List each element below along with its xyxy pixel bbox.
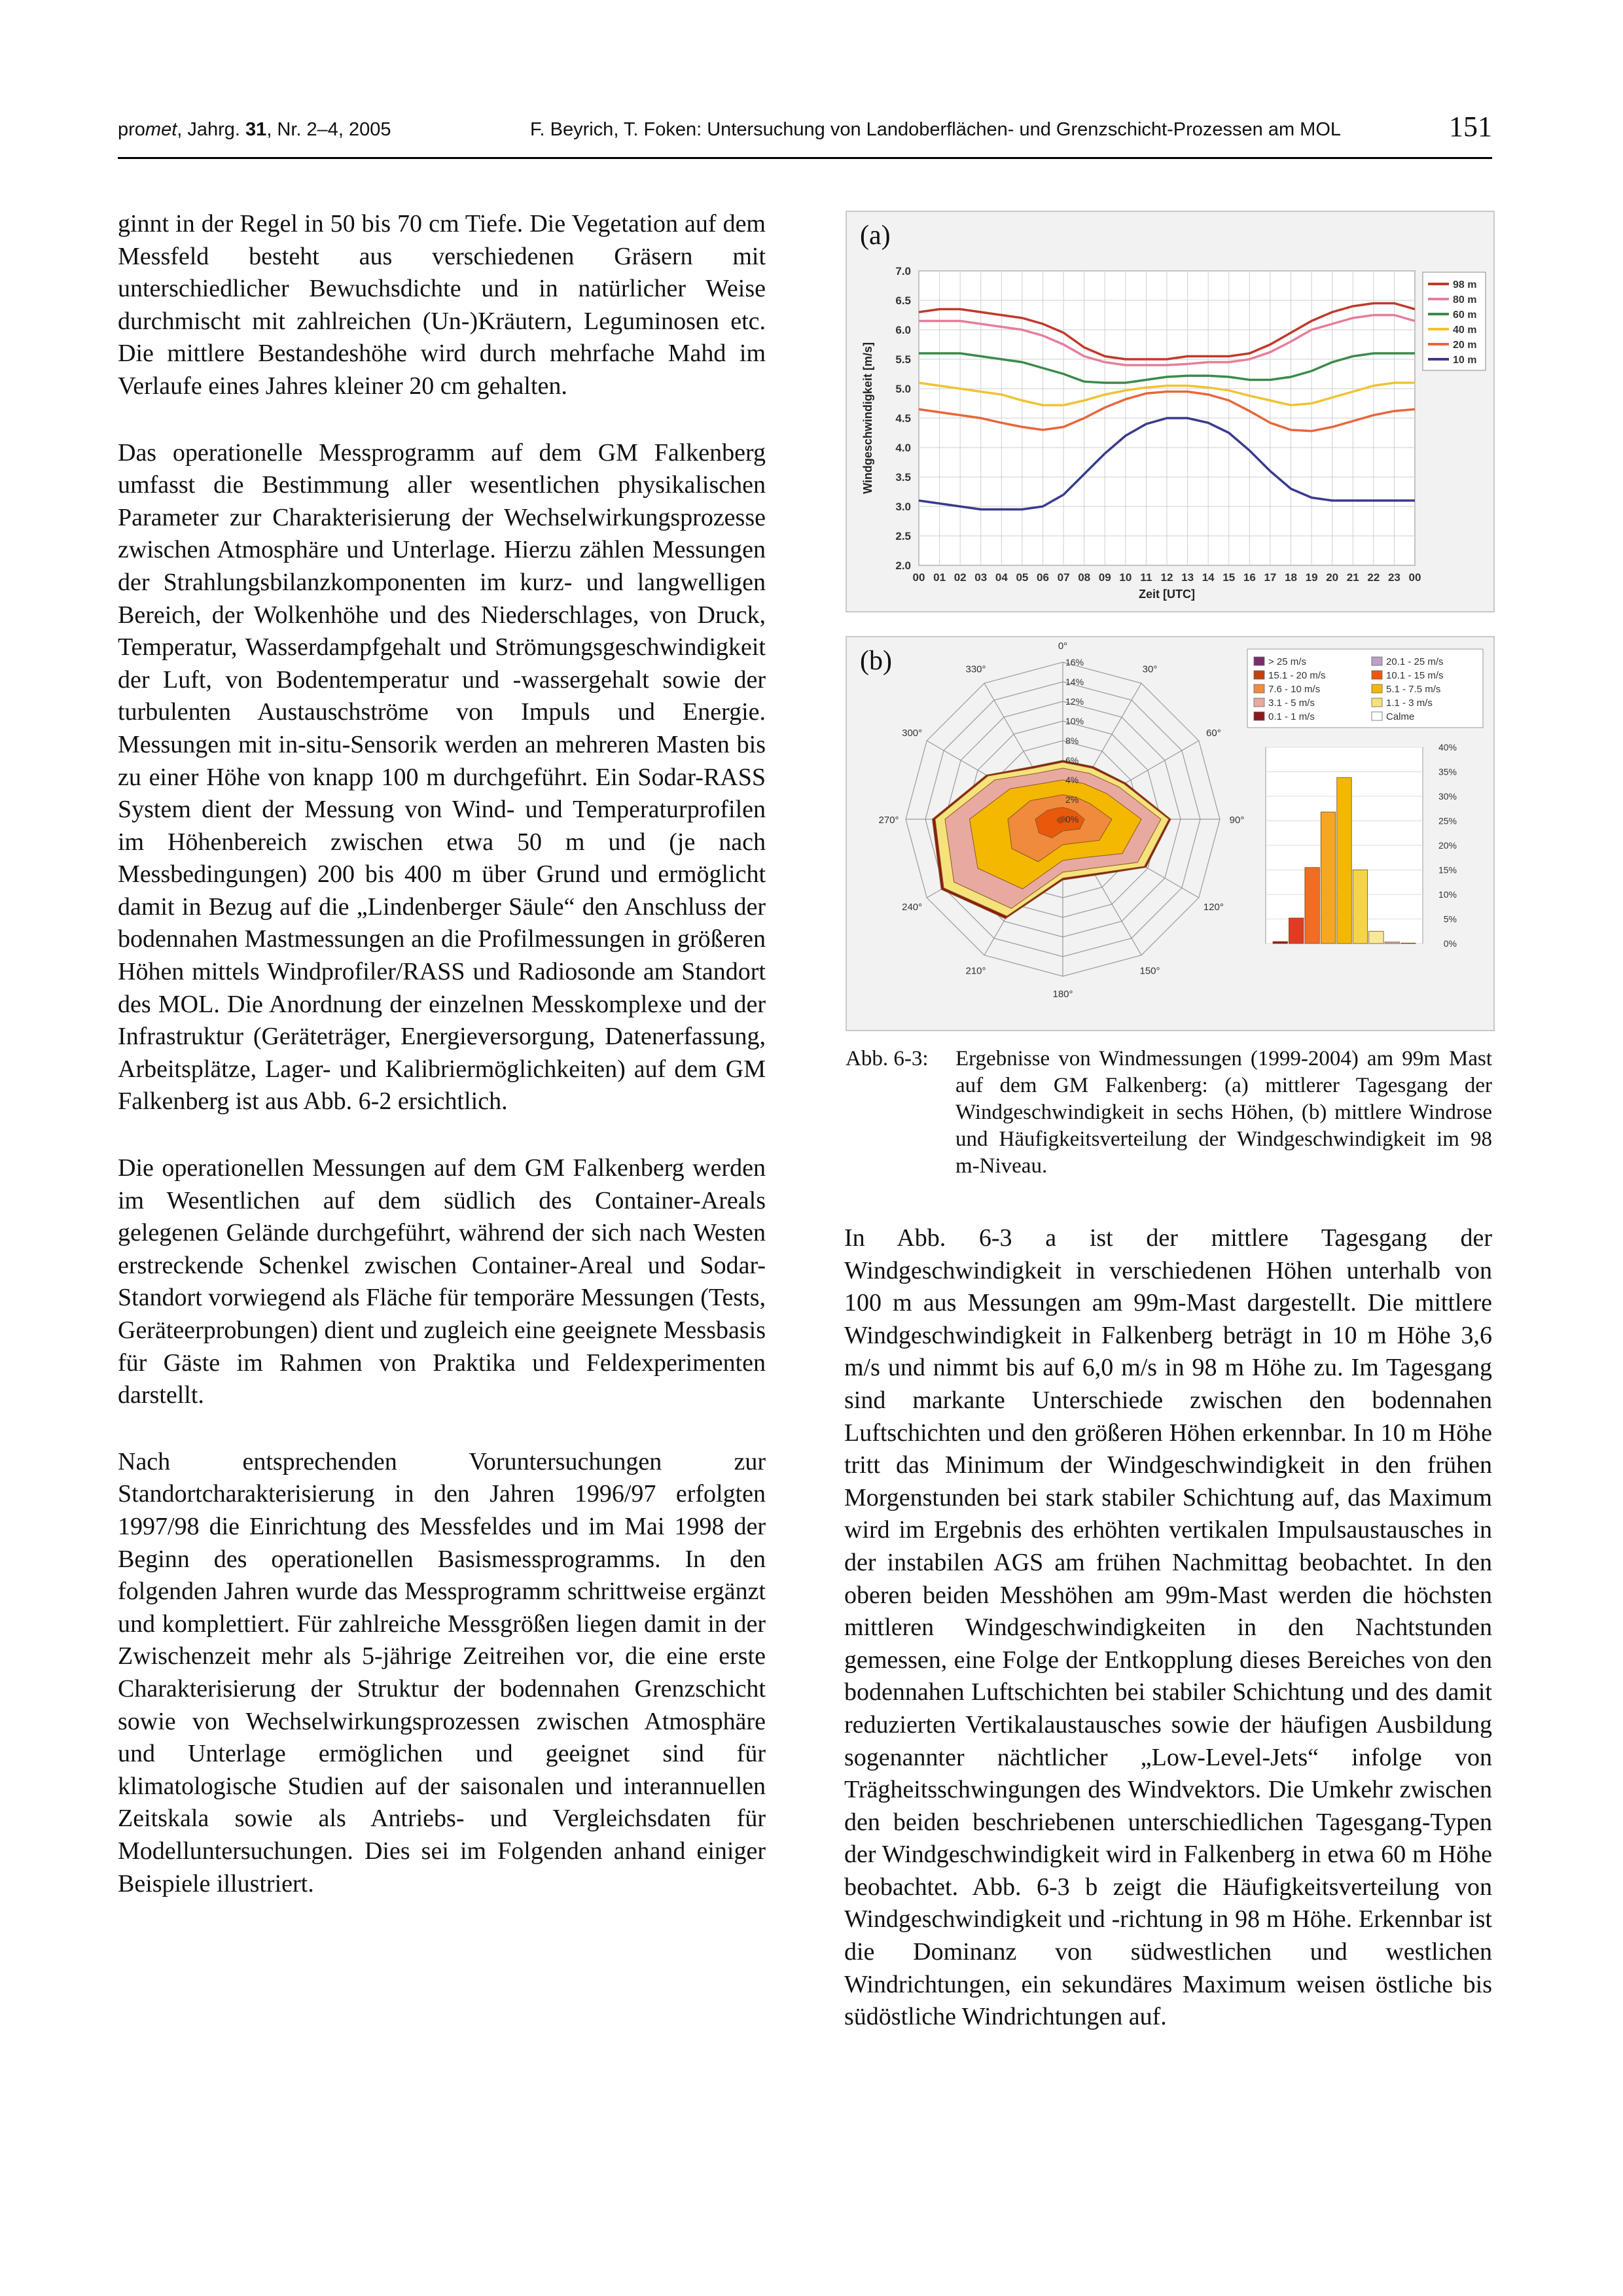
histogram-tick-label: 25%: [1438, 815, 1457, 826]
caption-text: Ergebnisse von Windmessungen (1999-2004) am 99m Mast auf dem GM Falkenberg: (a) mittlerer Tagesgang der Windgeschwindigkeit in sechs Höhen, (b) mittlere Windrose und Häufigkeitsverteilung der Windgeschwindigkeit im 98 m-Niveau.: [955, 1047, 1492, 1178]
legend-label: 80 m: [1453, 294, 1477, 306]
y-tick-label: 6.0: [895, 324, 911, 336]
radial-tick-label: 16%: [1065, 657, 1084, 667]
figure-b-svg: [847, 637, 1493, 1030]
y-tick-label: 7.0: [895, 265, 911, 277]
legend-label: 5.1 - 7.5 m/s: [1386, 684, 1441, 695]
direction-label: 120°: [1203, 902, 1224, 913]
legend-swatch: [1254, 698, 1264, 707]
direction-label: 60°: [1206, 728, 1221, 739]
legend-label: 7.6 - 10 m/s: [1268, 684, 1321, 695]
direction-label: 90°: [1229, 815, 1245, 826]
header-rule: [118, 157, 1492, 159]
histogram-tick-label: 15%: [1438, 864, 1457, 875]
x-tick-label: 03: [974, 571, 988, 584]
legend-label: 1.1 - 3 m/s: [1386, 698, 1433, 709]
legend-swatch: [1254, 712, 1264, 720]
legend-label: 10 m: [1453, 355, 1477, 366]
histogram-bar: [1353, 870, 1367, 944]
y-axis-label: Windgeschwindigkeit [m/s]: [861, 342, 874, 494]
legend-label: 40 m: [1453, 325, 1477, 336]
figure-b-windrose: [846, 636, 1495, 1031]
legend-label: 3.1 - 5 m/s: [1268, 698, 1315, 709]
caption-number: Abb. 6-3:: [846, 1047, 929, 1070]
legend-label: 0.1 - 1 m/s: [1268, 711, 1315, 722]
radial-tick-label: 8%: [1065, 735, 1079, 746]
histogram-tick-label: 5%: [1443, 913, 1457, 925]
legend-swatch: [1372, 698, 1382, 707]
histogram-tick-label: 0%: [1443, 938, 1457, 949]
x-tick-label: 02: [954, 571, 967, 584]
x-tick-label: 13: [1181, 571, 1194, 584]
direction-label: 210°: [965, 965, 986, 977]
y-tick-label: 4.0: [895, 442, 911, 454]
x-tick-label: 05: [1016, 571, 1029, 584]
radial-tick-label: 4%: [1065, 775, 1079, 785]
x-tick-label: 20: [1326, 571, 1339, 584]
x-tick-label: 23: [1387, 571, 1400, 584]
y-tick-label: 3.5: [895, 471, 911, 484]
y-tick-label: 5.5: [895, 353, 911, 366]
legend-label: 10.1 - 15 m/s: [1386, 670, 1444, 681]
right-column: [844, 1222, 1492, 2068]
x-tick-label: 00: [912, 571, 925, 584]
legend-swatch: [1254, 671, 1264, 679]
x-tick-label: 07: [1057, 571, 1070, 584]
direction-label: 330°: [965, 663, 986, 675]
running-title: F. Beyrich, T. Foken: Untersuchung von Landoberflächen- und Grenzschicht-Prozessen am MOL: [530, 119, 1342, 140]
radial-tick-label: 2%: [1065, 794, 1079, 805]
legend-swatch: [1372, 671, 1382, 679]
direction-label: 180°: [1052, 989, 1073, 1000]
histogram-tick-label: 20%: [1438, 840, 1457, 851]
paragraph: Die operationellen Messungen auf dem GM Falkenberg werden im Wesentlichen auf dem südlich des Container-Areals gelegenen Gelände durchgeführt, während der sich nach Westen erstreckende Schenkel zwischen Container-Areal und Sodar-Standort vorwiegend als Fläche für temporäre Messungen (Tests, Geräteerprobungen) dient und zugleich eine geeignete Messbasis für Gäste im Rahmen von Praktika und Feldexperimenten darstellt.: [118, 1154, 766, 1409]
y-tick-label: 2.0: [895, 559, 911, 572]
direction-label: 150°: [1139, 965, 1160, 977]
x-tick-label: 22: [1367, 571, 1380, 584]
legend-label: 15.1 - 20 m/s: [1268, 670, 1326, 681]
x-tick-label: 16: [1243, 571, 1256, 584]
x-tick-label: 12: [1160, 571, 1173, 584]
x-tick-label: 08: [1078, 571, 1091, 584]
histogram-bar: [1337, 778, 1351, 944]
legend-label: 20.1 - 25 m/s: [1386, 656, 1444, 667]
legend-swatch: [1254, 657, 1264, 665]
figure-a-line-chart: [846, 211, 1495, 612]
paragraph: In Abb. 6-3 a ist der mittlere Tagesgang der Windgeschwindigkeit in verschiedenen Höhen unterhalb von 100 m aus Messungen am 99m-Mast dargestellt. Die mittlere Windgeschwindigkeit in Falkenberg beträgt in 10 m Höhe 3,6 m/s und nimmt bis auf 6,0 m/s in 98 m Höhe zu. Im Tagesgang sind markante Unterschiede zwischen den bodennahen Luftschichten und den größeren Höhen erkennbar. In 10 m Höhe tritt das Minimum der Windgeschwindigkeit in den frühen Morgenstunden bei stark stabiler Schichtung auf, das Maximum wird im Ergebnis des erhöhten vertikalen Impulsaustausches in der instabilen AGS am frühen Nachmittag beobachtet. In den oberen beiden Messhöhen am 99m-Mast werden die höchsten mittleren Windgeschwindigkeiten in den Nachtstunden gemessen, eine Folge der Entkopplung dieses Bereiches von den bodennahen Luftschichten bei stabiler Schichtung und des damit reduzierten Vertikalaustausches sowie der häufigen Ausbildung sogenannter nächtlicher „Low-Level-Jets“ infolge von Trägheitsschwingungen des Windvektors. Die Umkehr zwischen den beiden beschriebenen unterschiedlichen Tagesgang-Typen der Windgeschwindigkeit wird in Falkenberg in etwa 60 m Höhe beobachtet. Abb. 6-3 b zeigt die Häufigkeitsverteilung von Windgeschwindigkeit und -richtung in 98 m Höhe. Erkennbar ist die Dominanz von südwestlichen und westlichen Windrichtungen, ein sekundäres Maximum weisen östliche bis südöstliche Windrichtungen auf.: [844, 1224, 1492, 2031]
radial-tick-label: 14%: [1065, 677, 1084, 687]
legend-swatch: [1372, 684, 1382, 693]
journal-citation: promet, Jahrg. 31, Nr. 2–4, 2005: [118, 119, 391, 140]
x-tick-label: 14: [1202, 571, 1215, 584]
page-number: 151: [1449, 111, 1492, 143]
legend-label: Calme: [1386, 711, 1415, 722]
direction-label: 240°: [902, 902, 923, 913]
x-tick-label: 00: [1408, 571, 1421, 584]
histogram-tick-label: 10%: [1438, 889, 1457, 900]
histogram-tick-label: 35%: [1438, 766, 1457, 777]
paragraph: Das operationelle Messprogramm auf dem GM Falkenberg umfasst die Bestimmung aller wesentlichen physikalischen Parameter zur Charakterisierung der Wechselwirkungsprozesse zwischen Atmosphäre und Unterlage. Hierzu zählen Messungen der Strahlungsbilanzkomponenten im kurz- und langwelligen Bereich, der Wolkenhöhe und des Niederschlages, von Druck, Temperatur, Wasserdampfgehalt und Strömungsgeschwindigkeit der Luft, von Bodentemperatur und -wassergehalt sowie der turbulenten Austauschströme von Impuls und Energie. Messungen mit in-situ-Sensorik werden an mehreren Masten bis zu einer Höhe von knapp 100 m durchgeführt. Ein Sodar-RASS System dient der Messung von Wind- und Temperaturprofilen im Höhenbereich zwischen etwa 50 m und (je nach Messbedingungen) 200 bis 400 m über Grund und ermöglicht damit in Bezug auf die „Lindenberger Säule“ den Anschluss der bodennahen Mastmessungen an die Profilmessungen in größeren Höhen mittels Windprofiler/RASS und Radiosonde am Standort des MOL. Die Anordnung der einzelnen Messkomplexe und der Infrastruktur (Geräteträger, Energieversorgung, Datenerfassung, Arbeitsplätze, Lager- und Kalibriermöglichkeiten) auf dem GM Falkenberg ist aus Abb. 6-2 ersichtlich.: [118, 438, 766, 1116]
radial-tick-label: 0%: [1065, 814, 1079, 824]
histogram-bar: [1305, 868, 1319, 944]
legend-label: 20 m: [1453, 340, 1477, 351]
running-header: [118, 105, 1492, 147]
x-tick-label: 09: [1098, 571, 1111, 584]
x-tick-label: 18: [1285, 571, 1297, 584]
direction-label: 0°: [1058, 641, 1068, 652]
histogram-bar: [1273, 942, 1287, 944]
radial-tick-label: 6%: [1065, 755, 1079, 766]
direction-label: 270°: [878, 815, 899, 826]
x-tick-label: 04: [995, 571, 1008, 584]
left-column: [118, 208, 766, 1934]
histogram-bar: [1369, 931, 1383, 944]
histogram-bar: [1321, 812, 1335, 944]
y-tick-label: 4.5: [895, 412, 911, 425]
histogram-tick-label: 40%: [1438, 742, 1457, 752]
histogram-bar: [1401, 943, 1416, 944]
x-tick-label: 19: [1305, 571, 1318, 584]
y-tick-label: 5.0: [895, 383, 911, 395]
legend-swatch: [1254, 684, 1264, 693]
panel-label-a: (a): [860, 221, 891, 251]
legend-label: > 25 m/s: [1268, 656, 1306, 667]
figure-a-svg: [847, 212, 1493, 611]
direction-label: 300°: [902, 728, 923, 739]
histogram-bar: [1289, 918, 1303, 944]
x-tick-label: 21: [1346, 571, 1359, 584]
x-tick-label: 10: [1119, 571, 1132, 584]
paragraph: ginnt in der Regel in 50 bis 70 cm Tiefe. Die Vegetation auf dem Messfeld besteht aus verschiedenen Gräsern mit unterschiedlicher Bewuchsdichte und in natürlicher Weise durchmischt mit zahlreichen (Un-)Kräutern, Leguminosen etc. Die mittlere Bestandeshöhe wird durch mehrfache Mahd im Verlaufe eines Jahres kleiner 20 cm gehalten.: [118, 210, 766, 400]
direction-label: 30°: [1142, 663, 1158, 675]
y-tick-label: 3.0: [895, 501, 911, 513]
legend-swatch: [1372, 657, 1382, 665]
y-tick-label: 2.5: [895, 530, 911, 542]
x-tick-label: 06: [1037, 571, 1049, 584]
x-axis-label: Zeit [UTC]: [1139, 588, 1195, 601]
legend-swatch: [1372, 712, 1382, 720]
x-tick-label: 17: [1264, 571, 1277, 584]
x-tick-label: 01: [933, 571, 946, 584]
x-tick-label: 11: [1140, 571, 1152, 584]
y-tick-label: 6.5: [895, 294, 911, 307]
legend-label: 98 m: [1453, 279, 1477, 291]
histogram-bar: [1385, 942, 1399, 944]
histogram-tick-label: 30%: [1438, 791, 1457, 802]
paragraph: Nach entsprechenden Voruntersuchungen zur Standortcharakterisierung in den Jahren 1996/97 erfolgten 1997/98 die Einrichtung des Messfeldes und im Mai 1998 der Beginn des operationellen Basismessprogramms. In den folgenden Jahren wurde das Messprogramm schrittweise ergänzt und komplettiert. Für zahlreiche Messgrößen liegen damit in der Zwischenzeit mehr als 5-jährige Zeitreihen vor, die eine erste Charakterisierung der Struktur der bodennahen Grenzschicht sowie von Wechselwirkungsprozessen zwischen Atmosphäre und Unterlage ermöglichen und geeignet sind für klimatologische Studien auf der saisonalen und interannuellen Zeitskala sowie als Antriebs- und Vergleichsdaten für Modelluntersuchungen. Dies sei im Folgenden anhand einiger Beispiele illustriert.: [118, 1447, 766, 1898]
x-tick-label: 15: [1222, 571, 1236, 584]
radial-tick-label: 10%: [1065, 716, 1084, 726]
radial-tick-label: 12%: [1065, 696, 1084, 707]
legend-label: 60 m: [1453, 309, 1477, 321]
panel-label-b: (b): [860, 646, 892, 676]
